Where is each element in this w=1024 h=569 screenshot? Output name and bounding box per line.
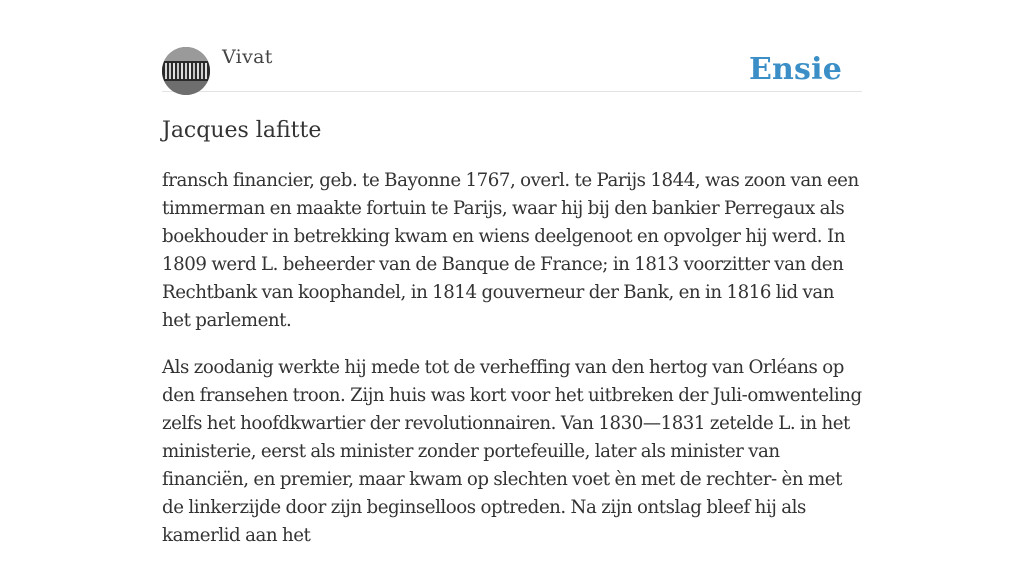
source-name[interactable]: Vivat: [222, 46, 273, 68]
bookshelf-thumbnail-icon: [162, 47, 210, 95]
article-title: Jacques lafitte: [162, 118, 322, 143]
site-header: [162, 0, 862, 92]
page-container: [162, 0, 862, 569]
brand-logo[interactable]: Ensie: [748, 52, 842, 87]
article-paragraph: Als zoodanig werkte hij mede tot de verheffing van den hertog van Orléans op den fransehen troon. Zijn huis was kort voor het uitbreken der Juli-omwenteling zelfs het hoofdkwartier der revolutionnairen. Van 1830—1831 zetelde L. in het ministerie, eerst als minister zonder portefeuille, later als minister van financiën, en premier, maar kwam op slechten voet èn met de rechter- èn met de linkerzijde door zijn beginselloos optreden. Na zijn ontslag bleef hij als kamerlid aan het: [162, 357, 862, 546]
source-avatar[interactable]: [162, 47, 210, 95]
article-paragraph: fransch financier, geb. te Bayonne 1767, overl. te Parijs 1844, was zoon van een timmerman en maakte fortuin te Parijs, waar hij bij den bankier Perregaux als boekhouder in betrekking kwam en wiens deelgenoot en opvolger hij werd. In 1809 werd L. beheerder van de Banque de France; in 1813 voorzitter van den Rechtbank van koophandel, in 1814 gouverneur der Bank, en in 1816 lid van het parlement.: [162, 170, 859, 331]
article-body: [162, 167, 862, 550]
